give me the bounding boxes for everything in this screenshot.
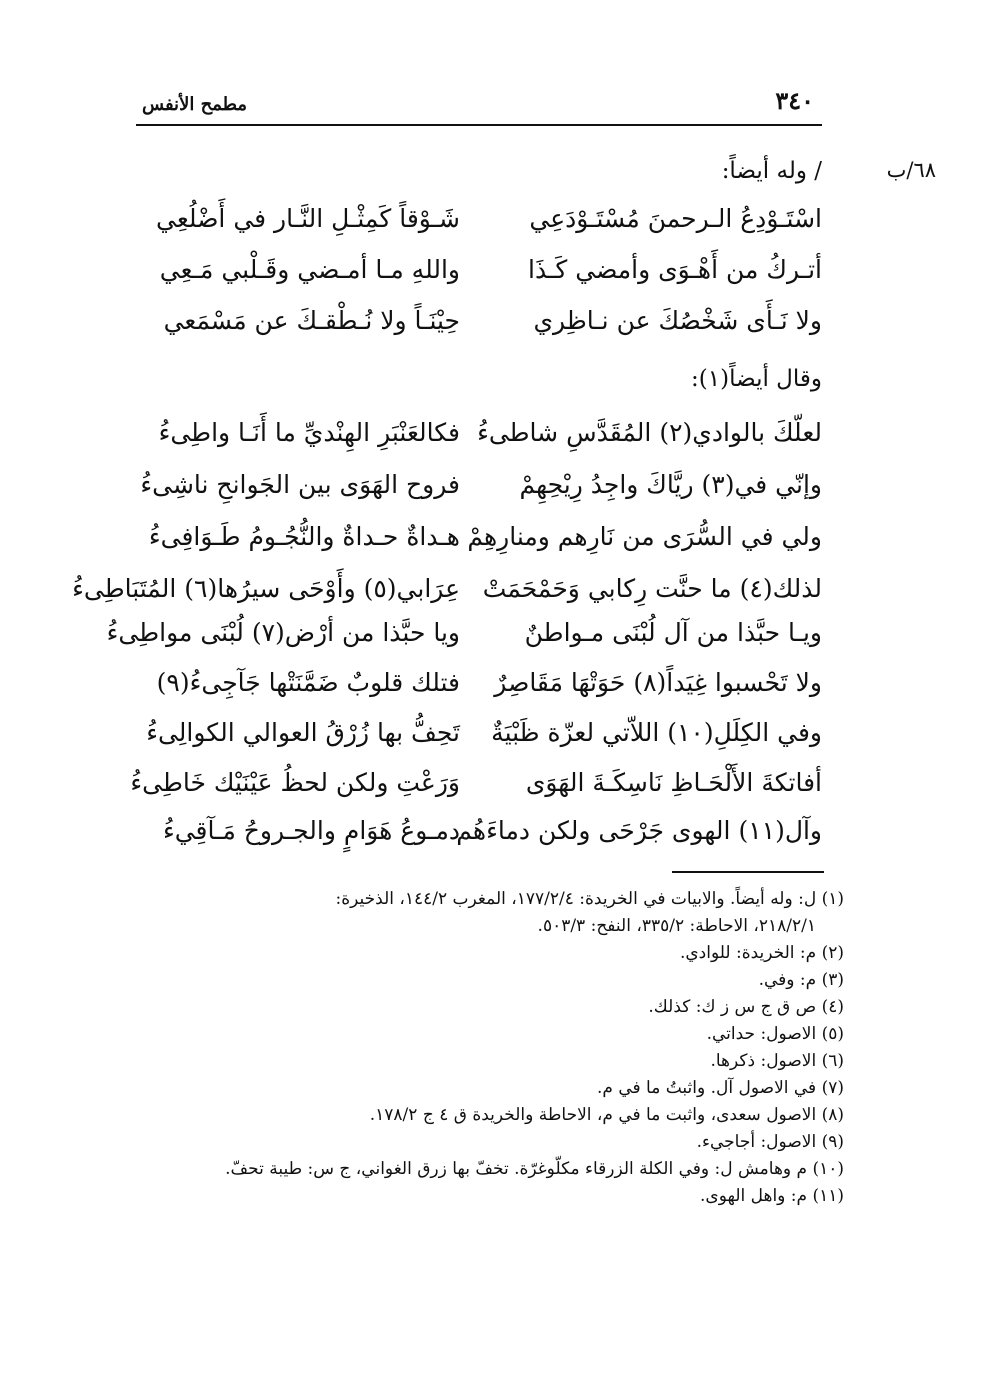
footnote: (٦) الاصول: ذكرها. [710,1051,844,1071]
footnote: (١٠) م وهامش ل: وفي الكلة الزرقاء مكلّوغرّة. تخفّ بها زرق الغواني، ج س: طيبة تحفّ. [225,1159,844,1179]
footnotes [144,886,844,1210]
verse-second-hemistich: هـداةٌ حـداةٌ والنُّجُـومُ طَـوَافِىءُ [148,522,460,551]
verse-first-hemistich: ولا نَـأَى شَخْصُكَ عن نـاظِري [533,306,822,335]
verse-first-hemistich: لعلّكَ بالوادي(٢) المُقَدَّسِ شاطىءُ [477,418,822,447]
verse-second-hemistich: ويا حبَّذا من أرْض(٧) لُبْنَى مواطِىءُ [106,618,460,647]
footnote: (٨) الاصول سعدى، واثبت ما في م، الاحاطة والخريدة ق ٤ ج ١٧٨/٢. [369,1105,844,1125]
verse-second-hemistich: فروح الهَوَى بين الجَوانحِ ناشِىءُ [140,470,460,499]
verse-second-hemistich: فكالعَنْبَرِ الهِنْديِّ ما أَنَـا واطِىءُ [158,418,460,447]
verse-line [136,718,822,764]
footnote: (٣) م: وفي. [758,970,844,990]
verse-line [136,816,822,862]
footnote: (٩) الاصول: أجاجيء. [696,1132,844,1152]
verse-second-hemistich: وَرَعْتِ ولكن لحظُ عَيْنَيْك خَاطِىءُ [130,768,460,797]
section-heading: / وله أيضاً: [721,158,822,184]
page-number: ٣٤٠ [775,86,814,115]
footnote: (٢) م: الخريدة: للوادي. [679,943,844,963]
footnote-divider [672,871,824,873]
footnote-continuation: ٢١٨/٢/١، الاحاطة: ٣٣٥/٢، النفح: ٥٠٣/٣. [537,916,816,936]
verse-second-hemistich: شَـوْقاً كَمِثْـلِ النَّـار في أَضْلُعِي [156,204,460,233]
verse-line [130,768,822,814]
page-header [136,82,822,126]
verse-first-hemistich: أفاتكةَ الأَلْحَـاظِ نَاسِكَـةَ الهَوَى [525,768,822,797]
verse-line [106,618,822,664]
verse-second-hemistich: دمـوعُ هَوَامٍ والجـروحُ مَـآقِيءُ [162,816,460,845]
verse-line [136,204,822,250]
verse-second-hemistich: واللهِ مـا أمـضي وقَـلْبي مَـعِي [159,255,460,284]
verse-first-hemistich: ويـا حبَّذا من آل لُبْنَى مـواطنٌ [524,618,822,647]
footnote: (٤) ص ق ج س ز ك: كذلك. [648,997,844,1017]
section-heading: وقال أيضاً(١): [691,366,822,392]
footnote: (١١) م: واهل الهوى. [699,1186,844,1206]
verse-first-hemistich: ولا تَحْسبوا غِيَداً(٨) حَوَتْهَا مَقَاصِرٌ [494,668,822,697]
verse-first-hemistich: وفي الكِلَلِ(١٠) اللاّتي لعزّة ظَبْيَةٌ [491,718,822,747]
verse-line [136,522,822,568]
footnote: (٧) في الاصول آل. واثبتُ ما في م. [597,1078,844,1098]
verse-line [136,255,822,301]
verse-line [136,418,822,464]
verse-first-hemistich: أتـركُ من أَهْـوَى وأمضي كَـذَا [528,255,822,284]
verse-line [72,574,822,620]
verse-line [136,470,822,516]
verse-second-hemistich: عِرَابي(٥) وأَوْحَى سيرُها(٦) المُتَبَاطِىءُ [72,574,460,603]
verse-second-hemistich: حِيْنَـاً ولا نُـطْقـكَ عن مَسْمَعي [163,306,460,335]
verse-second-hemistich: فتلك قلوبٌ ضَمَّنَتْها جَآجِىءُ(٩) [156,668,460,697]
footnote: (١) ل: وله أيضاً. والابيات في الخريدة: ١٧٧/٢/٤، المغرب ١٤٤/٢، الذخيرة: [335,889,844,909]
verse-line [136,306,822,352]
verse-first-hemistich: ولي في السُّرَى من نَارِهم ومنارِهِمْ [467,522,822,551]
verse-first-hemistich: وإنّي في(٣) ريَّاكَ واجِدُ رِيْحِهِمْ [519,470,822,499]
footnote: (٥) الاصول: حداتي. [706,1024,844,1044]
manuscript-folio-mark: ٦٨/ب [886,158,936,182]
verse-first-hemistich: لذلك(٤) ما حنَّت رِكابي وَحَمْحَمَتْ [482,574,822,603]
verse-first-hemistich: وآل(١١) الهوى جَرْحَى ولكن دماءَهُم [456,816,822,845]
verse-line [136,668,822,714]
verse-first-hemistich: اسْتَـوْدِعُ الـرحمنَ مُسْتَـوْدَعِي [529,204,822,233]
running-title: مطمح الأنفس [142,94,248,115]
verse-second-hemistich: تَحِفُّ بها زُرْقُ العوالي الكوالِىءُ [146,718,460,747]
